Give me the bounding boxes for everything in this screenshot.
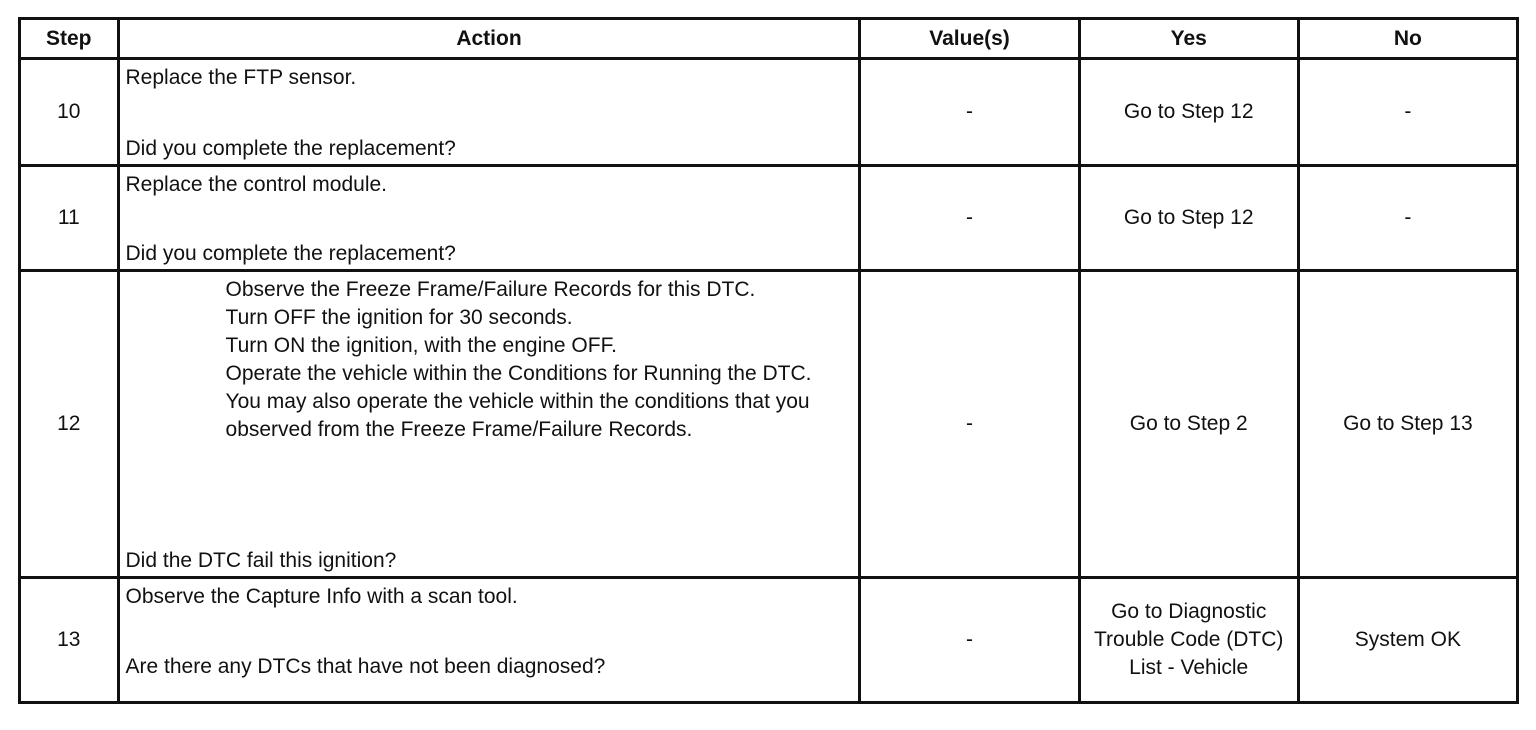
value-cell: - — [860, 271, 1079, 578]
substep-item: Observe the Freeze Frame/Failure Records for this DTC. — [225, 278, 756, 301]
table-row — [20, 59, 1518, 166]
header-row — [20, 19, 1518, 59]
header-yes: Yes — [1079, 19, 1298, 59]
action-cell — [118, 271, 860, 578]
step-number: 10 — [20, 59, 119, 166]
value-cell: - — [860, 59, 1079, 166]
no-cell: System OK — [1298, 578, 1517, 703]
step-number: 11 — [20, 166, 119, 271]
header-no: No — [1298, 19, 1517, 59]
action-question: Did you complete the replacement? — [125, 137, 456, 160]
no-cell: - — [1298, 59, 1517, 166]
action-cell — [118, 59, 860, 166]
yes-cell: Go to Diagnostic Trouble Code (DTC) List - Vehicle — [1079, 578, 1298, 703]
action-question: Did the DTC fail this ignition? — [125, 549, 397, 572]
substep-item: Turn OFF the ignition for 30 seconds. — [225, 306, 573, 329]
value-cell: - — [860, 166, 1079, 271]
value-cell: - — [860, 578, 1079, 703]
yes-cell: Go to Step 12 — [1079, 166, 1298, 271]
header-step: Step — [20, 19, 119, 59]
substep-list — [126, 276, 826, 444]
header-values: Value(s) — [860, 19, 1079, 59]
action-text: Replace the control module. — [125, 173, 388, 196]
action-cell — [118, 166, 860, 271]
table-row — [20, 271, 1518, 578]
action-text: Replace the FTP sensor. — [125, 66, 357, 89]
header-action: Action — [118, 19, 860, 59]
action-question: Are there any DTCs that have not been diagnosed? — [125, 655, 606, 678]
step-number: 13 — [20, 578, 119, 703]
diagnostic-table — [18, 17, 1519, 704]
action-text: Observe the Capture Info with a scan tool. — [125, 585, 518, 608]
action-question: Did you complete the replacement? — [125, 242, 456, 265]
substep-item: Operate the vehicle within the Conditions for Running the DTC. You may also operate the vehicle within the conditions that you observed from the Freeze Frame/Failure Records. — [225, 362, 812, 441]
no-cell: Go to Step 13 — [1298, 271, 1517, 578]
yes-cell: Go to Step 2 — [1079, 271, 1298, 578]
yes-cell: Go to Step 12 — [1079, 59, 1298, 166]
step-number: 12 — [20, 271, 119, 578]
table-row — [20, 166, 1518, 271]
table-row — [20, 578, 1518, 703]
no-cell: - — [1298, 166, 1517, 271]
substep-item: Turn ON the ignition, with the engine OFF. — [225, 334, 617, 357]
action-cell — [118, 578, 860, 703]
